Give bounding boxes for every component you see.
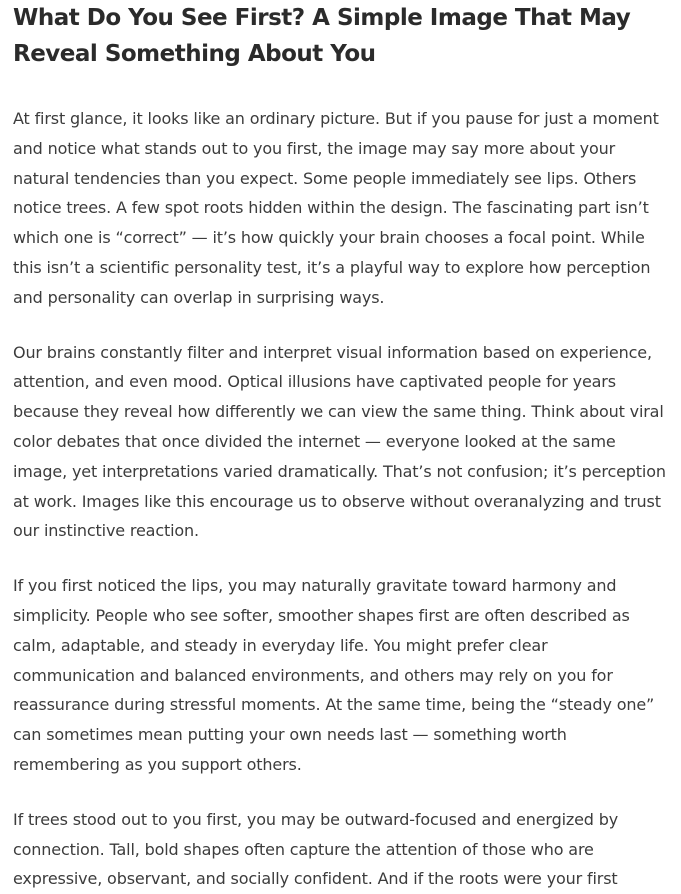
article-paragraph: At first glance, it looks like an ordinary picture. But if you pause for just a moment and notice what stands out to you first, the image may say more about your natural tendencies than you expect. Some people immediately see lips. Others notice trees. A few spot roots hidden within the design. The fascinating part isn’t which one is “correct” — it’s how quickly your brain chooses a focal point. While this isn’t a scientific personality test, it’s a playful way to explore how perception and personality can overlap in surprising ways. [13, 109, 659, 307]
article-paragraph: If you first noticed the lips, you may naturally gravitate toward harmony and simplicity. People who see softer, smoother shapes first are often described as calm, adaptable, and steady in everyday life. You might prefer clear communication and balanced environments, and others may rely on you for reassurance during stressful moments. At the same time, being the “steady one” can sometimes mean putting your own needs last — something worth remembering as you support others. [13, 576, 655, 774]
article-title: What Do You See First? A Simple Image That May Reveal Something About You [13, 5, 631, 67]
article [13, 0, 668, 894]
article-paragraph: Our brains constantly filter and interpret visual information based on experience, attention, and even mood. Optical illusions have captivated people for years because they reveal how differently we can view the same thing. Think about viral color debates that once divided the internet — everyone looked at the same image, yet interpretations varied dramatically. That’s not confusion; it’s perception at work. Images like this encourage us to observe without overanalyzing and trust our instinctive reaction. [13, 342, 666, 541]
article-paragraph: If trees stood out to you first, you may be outward-focused and energized by connection. Tall, bold shapes often capture the attention of those who are expressive, observant, and socially confident. And if the roots were your first [13, 809, 619, 889]
